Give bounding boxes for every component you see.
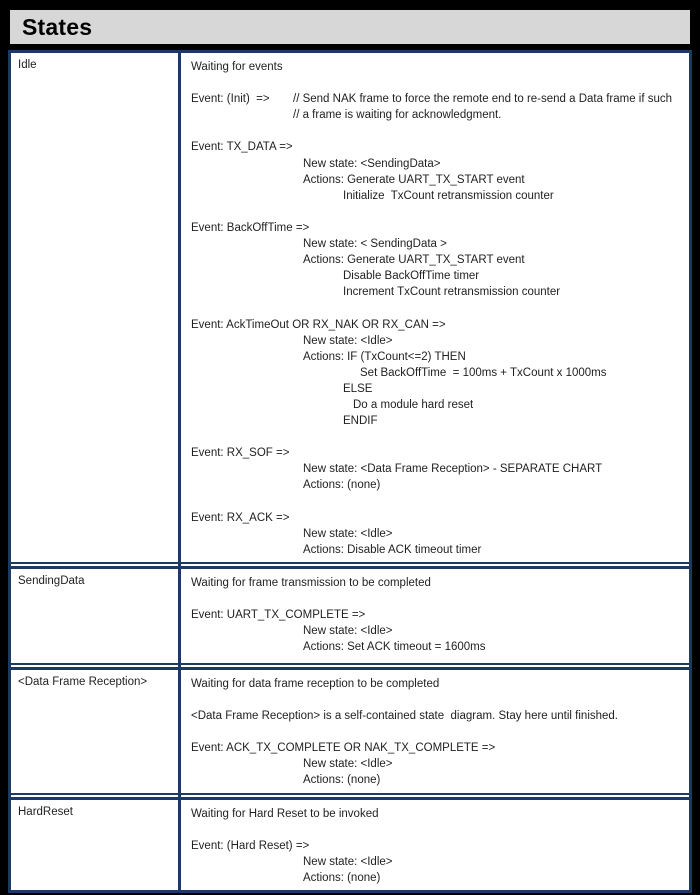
- states-table: [8, 50, 692, 893]
- description-line: Waiting for frame transmission to be completed: [191, 576, 431, 589]
- description-line: Event: ACK_TX_COMPLETE OR NAK_TX_COMPLETE =>: [191, 742, 496, 755]
- state-row: [11, 569, 689, 665]
- description-line: Actions: (none): [303, 774, 381, 787]
- description-line: Actions: (none): [303, 871, 381, 884]
- description-line: New state: <Idle>: [303, 758, 393, 771]
- description-line: Event: UART_TX_COMPLETE =>: [191, 609, 366, 622]
- description-line: [191, 204, 683, 220]
- states-document: [8, 8, 692, 893]
- description-line: New state: <Idle>: [303, 625, 393, 638]
- state-name: Idle: [18, 59, 37, 71]
- description-line: [191, 692, 683, 708]
- state-name-cell: [11, 53, 178, 562]
- description-line: Do a module hard reset: [353, 398, 474, 411]
- description-line: Event: RX_ACK =>: [191, 511, 290, 524]
- description-line: Initialize TxCount retransmission counter: [343, 189, 554, 202]
- description-line: <Data Frame Reception> is a self-contained state diagram. Stay here until finished.: [191, 710, 619, 723]
- description-line: ENDIF: [343, 415, 378, 428]
- description-line: Event: TX_DATA =>: [191, 141, 293, 154]
- description-line: [191, 591, 683, 607]
- description-line: New state: <SendingData>: [303, 157, 441, 170]
- description-line: Actions: Generate UART_TX_START event: [303, 173, 525, 186]
- description-line: [191, 494, 683, 510]
- state-description-cell: [178, 53, 689, 562]
- description-line: Actions: Generate UART_TX_START event: [303, 254, 525, 267]
- description-line: [191, 123, 683, 139]
- description-line: Actions: Disable ACK timeout timer: [303, 543, 482, 556]
- state-row: [11, 53, 689, 564]
- description-line: Waiting for Hard Reset to be invoked: [191, 807, 379, 820]
- description-line: Actions: Set ACK timeout = 1600ms: [303, 641, 486, 654]
- description-line: Set BackOffTime = 100ms + TxCount x 1000ms: [360, 366, 607, 379]
- description-line: New state: < SendingData >: [303, 238, 447, 251]
- description-line: Disable BackOffTime timer: [343, 270, 480, 283]
- description-line: ELSE: [343, 382, 373, 395]
- state-name: <Data Frame Reception>: [18, 675, 148, 688]
- state-row: [11, 670, 689, 795]
- description-line: Event: RX_SOF =>: [191, 447, 290, 460]
- description-line: Waiting for events: [191, 61, 283, 73]
- state-description-cell: [178, 569, 689, 663]
- state-row: [11, 800, 689, 890]
- description-line: New state: <Idle>: [303, 855, 393, 868]
- description-line: Increment TxCount retransmission counter: [343, 286, 561, 299]
- state-name-cell: [11, 569, 178, 663]
- table-rows: [11, 53, 689, 890]
- description-line: [191, 300, 683, 316]
- description-line: Event: (Init) => // Send NAK frame to force the remote end to re-send a Data frame if such: [191, 91, 683, 107]
- description-line: Event: AckTimeOut OR RX_NAK OR RX_CAN =>: [191, 318, 446, 331]
- description-line: Actions: (none): [303, 479, 381, 492]
- description-line: New state: <Idle>: [303, 527, 393, 540]
- state-name: HardReset: [18, 805, 73, 818]
- state-description-cell: [178, 670, 689, 793]
- description-line: [191, 429, 683, 445]
- page-title-bar: [8, 8, 692, 46]
- description-line: New state: <Idle>: [303, 334, 393, 347]
- description-line: [191, 724, 683, 740]
- description-line: Event: (Hard Reset) =>: [191, 839, 310, 852]
- column-divider: [178, 53, 181, 890]
- description-line: Waiting for data frame reception to be completed: [191, 677, 440, 690]
- description-line: Event: BackOffTime =>: [191, 221, 310, 234]
- state-name-cell: [11, 800, 178, 890]
- description-line: [191, 822, 683, 838]
- state-description-cell: [178, 800, 689, 890]
- description-line: // a frame is waiting for acknowledgment.: [293, 109, 502, 122]
- state-name: SendingData: [18, 574, 85, 587]
- inline-comment: // Send NAK frame to force the remote end to re-send a Data frame if such: [293, 93, 673, 106]
- description-line: New state: <Data Frame Reception> - SEPARATE CHART: [303, 463, 603, 476]
- page-title: States: [22, 13, 93, 40]
- state-name-cell: [11, 670, 178, 793]
- description-line: Actions: IF (TxCount<=2) THEN: [303, 350, 466, 363]
- description-line: [191, 75, 683, 91]
